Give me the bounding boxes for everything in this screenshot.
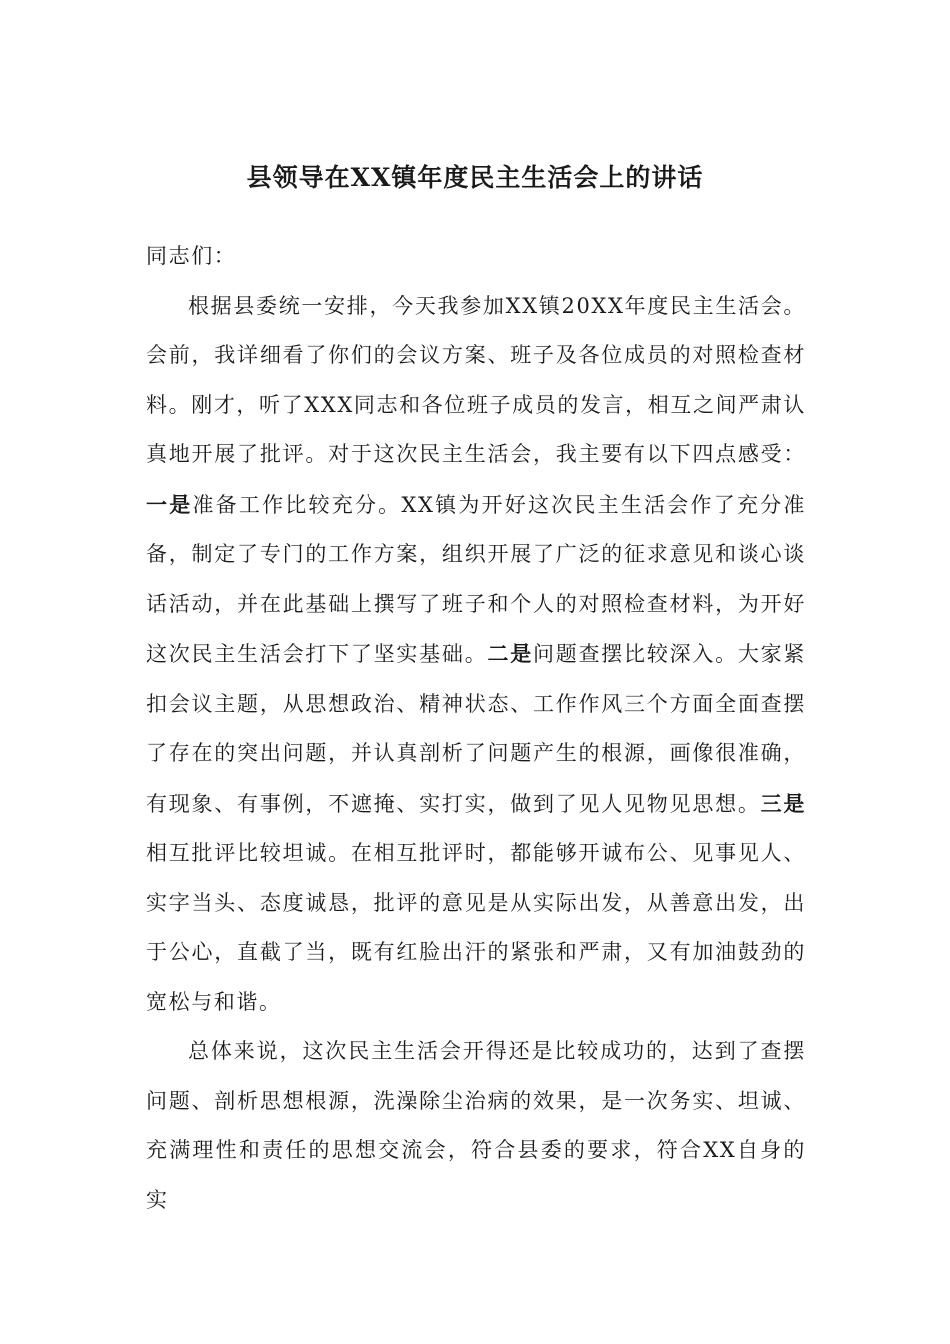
paragraph-2: 总体来说，这次民主生活会开得还是比较成功的，达到了查摆问题、剖析思想根源，洗澡除尘治病的效果，是一次务实、坦诚、充满理性和责任的思想交流会，符合县委的要求，符合XX自身的实 bbox=[146, 1039, 806, 1212]
page-title: 县领导在XX镇年度民主生活会上的讲话 bbox=[246, 163, 704, 192]
greeting: 同志们： bbox=[146, 244, 237, 268]
point-1-lead: 一是 bbox=[146, 491, 193, 517]
point-2-lead: 二是 bbox=[487, 641, 533, 666]
point-3-lead: 三是 bbox=[760, 790, 807, 816]
paragraph-1 bbox=[146, 282, 806, 1028]
point-2-text: 问题查摆比较深入。大家紧扣会议主题，从思想政治、精神状态、工作作风三个方面全面查摆了存在的突出问题，并认真剖析了问题产生的根源，画像很准确，有现象、有事例，不遮掩、实打实，做到了见人见物见思想。 bbox=[146, 642, 807, 816]
point-3-text: 相互批评比较坦诚。在相互批评时，都能够开诚布公、见事见人、实字当头、态度诚恳，批评的意见是从实际出发，从善意出发，出于公心，直截了当，既有红脸出汗的紧张和严肃，又有加油鼓劲的宽松与和谐。 bbox=[146, 841, 806, 1014]
point-1-text: 准备工作比较充分。XX镇为开好这次民主生活会作了充分准备，制定了专门的工作方案，组织开展了广泛的征求意见和谈心谈话活动，并在此基础上撰写了班子和个人的对照检查材料，为开好这次民主生活会打下了坚实基础。 bbox=[146, 492, 806, 666]
document-body bbox=[146, 232, 806, 1225]
paragraph-1-intro: 根据县委统一安排，今天我参加XX镇20XX年度民主生活会。会前，我详细看了你们的会议方案、班子及各位成员的对照检查材料。刚才，听了XXX同志和各位班子成员的发言，相互之间严肃认真地开展了批评。对于这次民主生活会，我主要有以下四点感受： bbox=[146, 293, 806, 466]
